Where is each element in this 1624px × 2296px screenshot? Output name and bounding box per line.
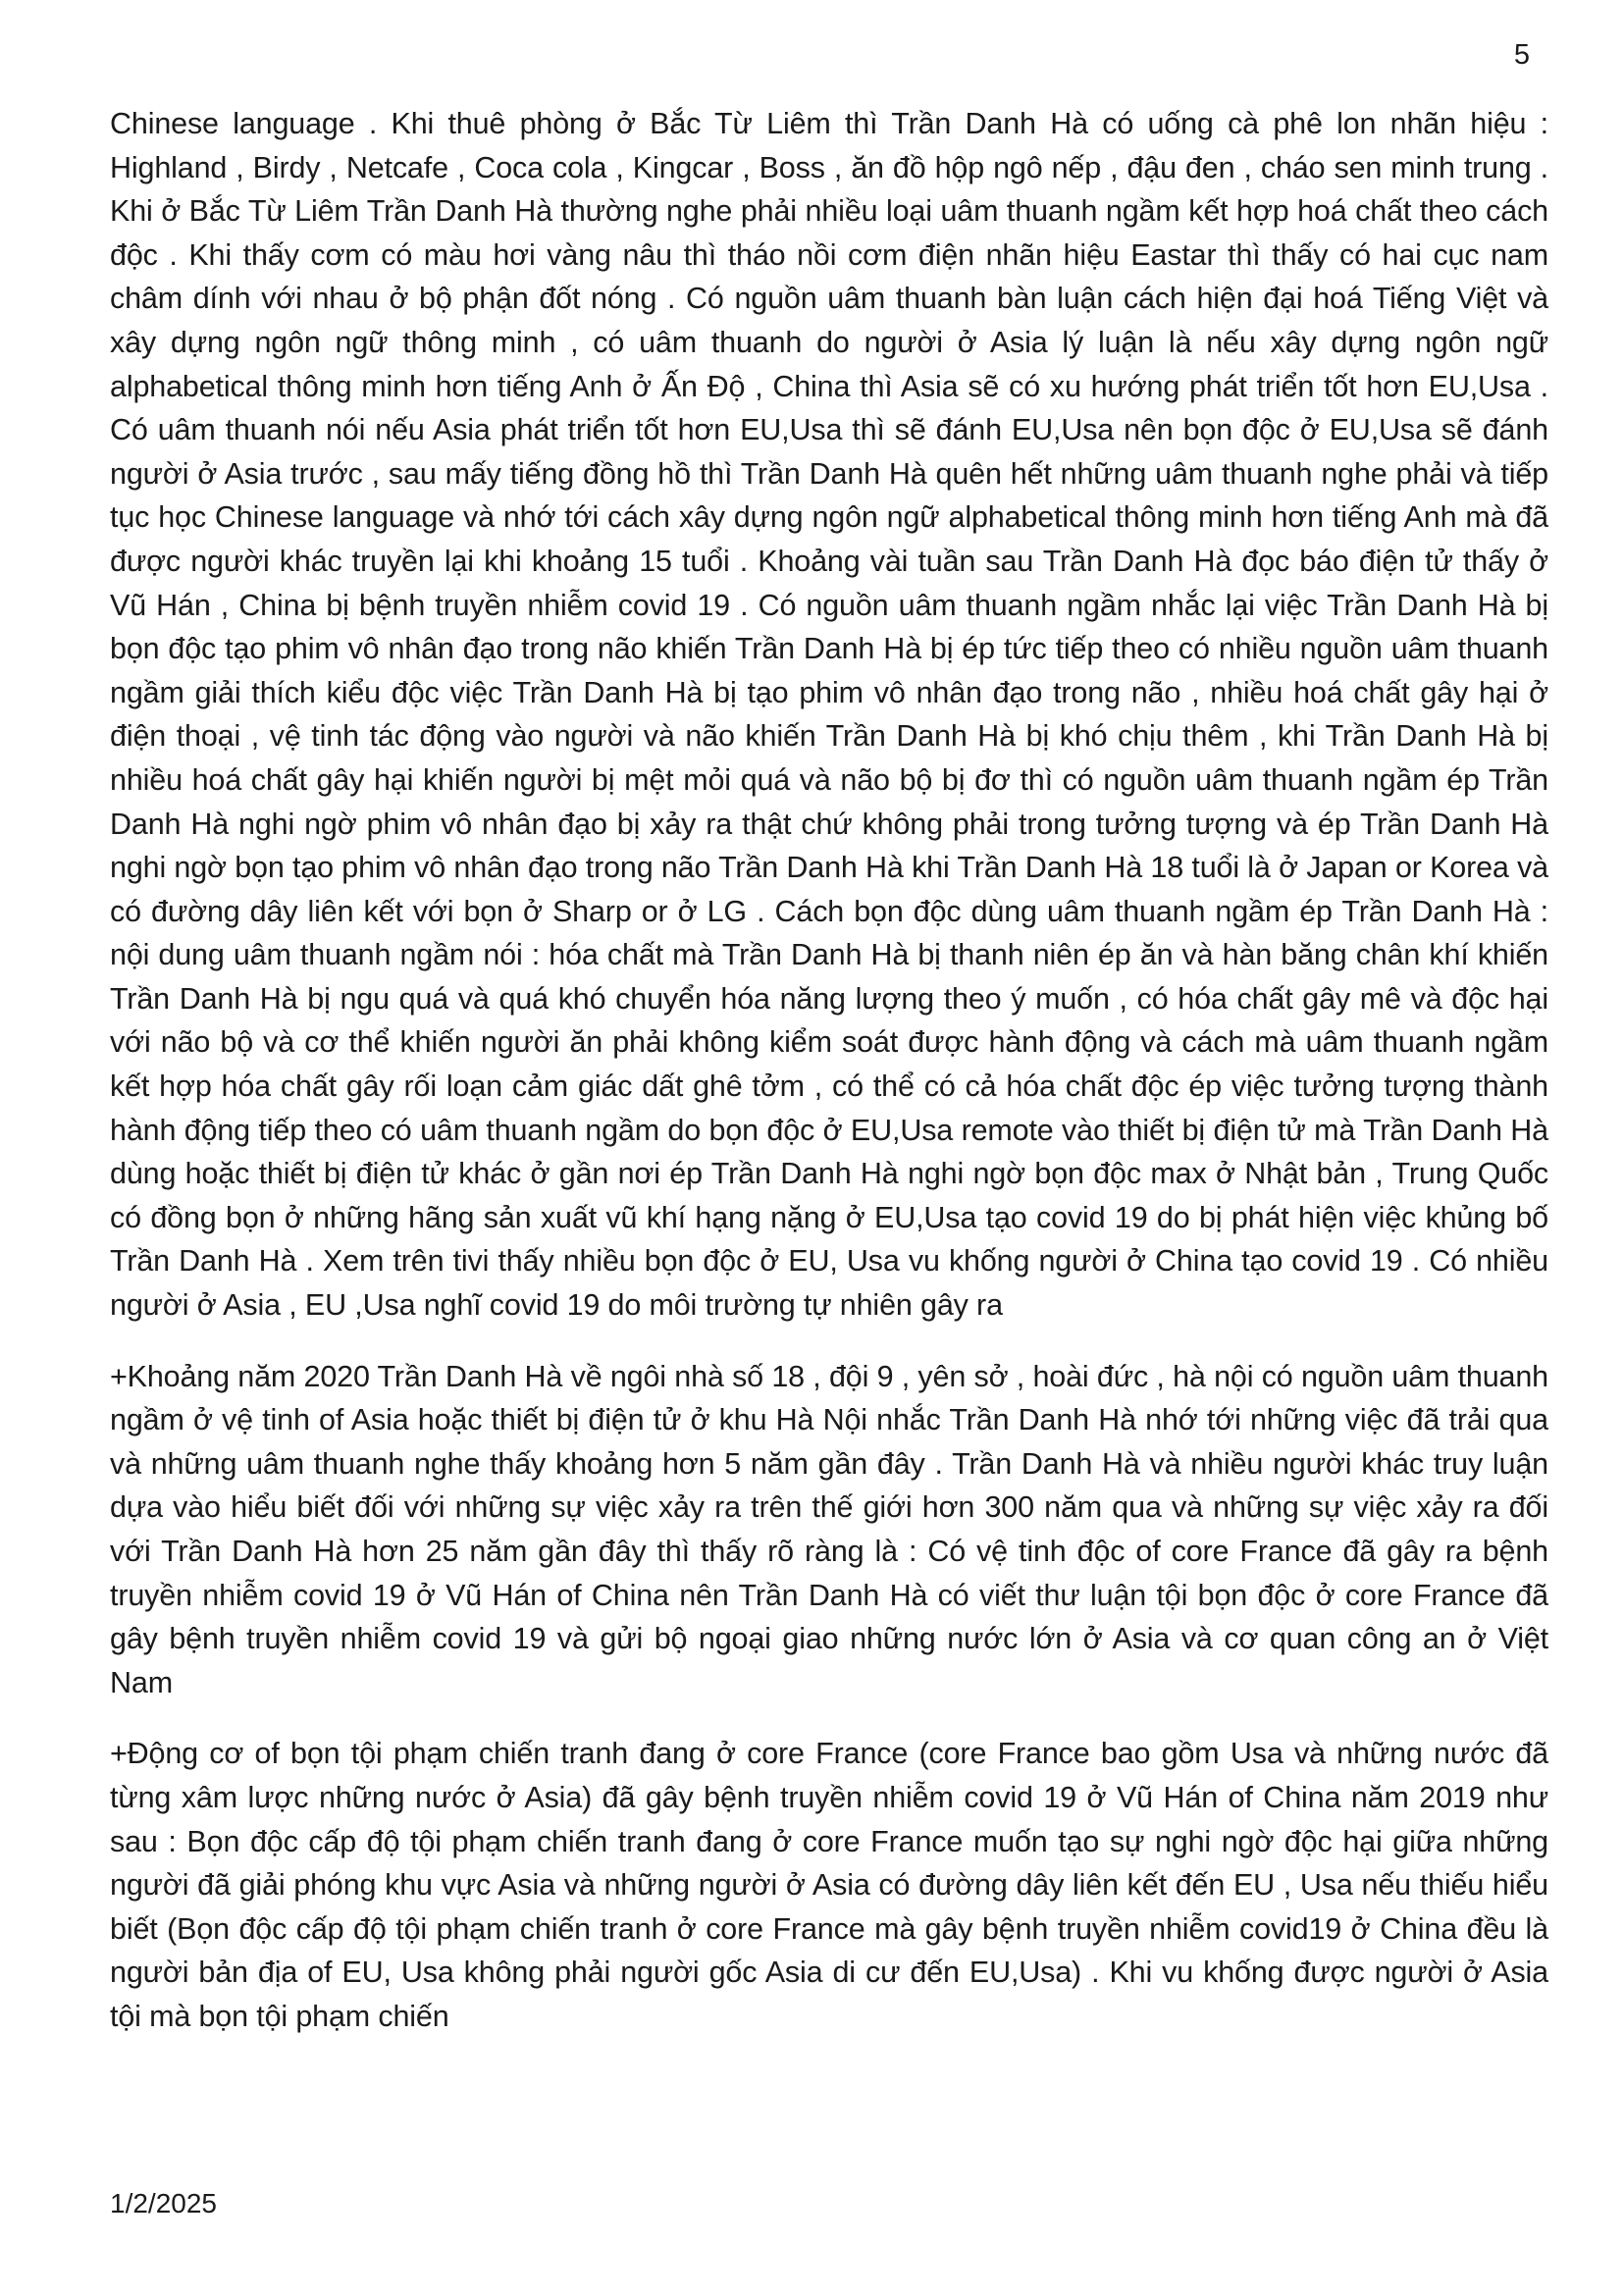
body-paragraph-2: +Khoảng năm 2020 Trần Danh Hà về ngôi nhà số 18 , đội 9 , yên sở , hoài đức , hà nội có nguồn uâm thuanh ngầm ở vệ tinh of Asia hoặc thiết bị điện tử ở khu Hà Nội nhắc Trần Danh Hà nhớ tới những việc đã trải qua và những uâm thuanh nghe thấy khoảng hơn 5 năm gần đây . Trần Danh Hà và nhiều người khác truy luận dựa vào hiểu biết đối với những sự việc xảy ra trên thế giới hơn 300 năm qua và những sự việc xảy ra đối với Trần Danh Hà hơn 25 năm gần đây thì thấy rõ ràng là : Có vệ tinh độc of core France đã gây ra bệnh truyền nhiễm covid 19 ở Vũ Hán of China nên Trần Danh Hà có viết thư luận tội bọn độc ở core France đã gây bệnh truyền nhiễm covid 19 và gửi bộ ngoại giao những nước lớn ở Asia và cơ quan công an ở Việt Nam [110, 1359, 1548, 1699]
body-paragraph-3: +Động cơ of bọn tội phạm chiến tranh đang ở core France (core France bao gồm Usa và những nước đã từng xâm lược những nước ở Asia) đã gây bệnh truyền nhiễm covid 19 ở Vũ Hán of China năm 2019 như sau : Bọn độc cấp độ tội phạm chiến tranh đang ở core France muốn tạo sự nghi ngờ độc hại giữa những người đã giải phóng khu vực Asia và những người ở Asia có đường dây liên kết đến EU , Usa nếu thiếu hiểu biết (Bọn độc cấp độ tội phạm chiến tranh ở core France mà gây bệnh truyền nhiễm covid19 ở China đều là người bản địa of EU, Usa không phải người gốc Asia di cư đến EU,Usa) . Khi vu khống được người ở Asia tội mà bọn tội phạm chiến [110, 1737, 1548, 2033]
footer-date: 1/2/2025 [110, 2188, 217, 2218]
page-number: 5 [1513, 39, 1530, 71]
body-paragraph-1: Chinese language . Khi thuê phòng ở Bắc Từ Liêm thì Trần Danh Hà có uống cà phê lon nhãn hiệu : Highland , Birdy , Netcafe , Coca cola , Kingcar , Boss , ăn đồ hộp ngô nếp , đậu đen , cháo sen minh trung . Khi ở Bắc Từ Liêm Trần Danh Hà thường nghe phải nhiều loại uâm thuanh ngầm kết hợp hoá chất theo cách độc . Khi thấy cơm có màu hơi vàng nâu thì tháo nồi cơm điện nhãn hiệu Eastar thì thấy có hai cục nam châm dính với nhau ở bộ phận đốt nóng . Có nguồn uâm thuanh bàn luận cách hiện đại hoá Tiếng Việt và xây dựng ngôn ngữ thông minh , có uâm thuanh do người ở Asia lý luận là nếu xây dựng ngôn ngữ alphabetical thông minh hơn tiếng Anh ở Ấn Độ , China thì Asia sẽ có xu hướng phát triển tốt hơn EU,Usa . Có uâm thuanh nói nếu Asia phát triển tốt hơn EU,Usa thì sẽ đánh EU,Usa nên bọn độc ở EU,Usa sẽ đánh người ở Asia trước , sau mấy tiếng đồng hồ thì Trần Danh Hà quên hết những uâm thuanh nghe phải và tiếp tục học Chinese language và nhớ tới cách xây dựng ngôn ngữ alphabetical thông minh hơn tiếng Anh mà đã được người khác truyền lại khi khoảng 15 tuổi . Khoảng vài tuần sau Trần Danh Hà đọc báo điện tử thấy ở Vũ Hán , China bị bệnh truyền nhiễm covid 19 . Có nguồn uâm thuanh ngầm nhắc lại việc Trần Danh Hà bị bọn độc tạo phim vô nhân đạo trong não khiến Trần Danh Hà bị ép tức tiếp theo có nhiều nguồn uâm thuanh ngầm giải thích kiểu độc việc Trần Danh Hà bị tạo phim vô nhân đạo trong não , nhiều hoá chất gây hại ở điện thoại , vệ tinh tác động vào người và não khiến Trần Danh Hà bị khó chịu thêm , khi Trần Danh Hà bị nhiều hoá chất gây hại khiến người bị mệt mỏi quá và não bộ bị đơ thì có nguồn uâm thuanh ngầm ép Trần Danh Hà nghi ngờ phim vô nhân đạo bị xảy ra thật chứ không phải trong tưởng tượng và ép Trần Danh Hà nghi ngờ bọn tạo phim vô nhân đạo trong não Trần Danh Hà khi Trần Danh Hà 18 tuổi là ở Japan or Korea và có đường dây liên kết với bọn ở Sharp or ở LG . Cách bọn độc dùng uâm thuanh ngầm ép Trần Danh Hà : nội dung uâm thuanh ngầm nói : hóa chất mà Trần Danh Hà bị thanh niên ép ăn và hàn băng chân khí khiến Trần Danh Hà bị ngu quá và quá khó chuyển hóa năng lượng theo ý muốn , có hóa chất gây mê và độc hại với não bộ và cơ thể khiến người ăn phải không kiểm soát được hành động và cách mà uâm thuanh ngầm kết hợp hóa chất gây rối loạn cảm giác dất ghê tởm , có thể có cả hóa chất độc ép việc tưởng tượng thành hành động tiếp theo có uâm thuanh ngầm do bọn độc ở EU,Usa remote vào thiết bị điện tử mà Trần Danh Hà dùng hoặc thiết bị điện tử khác ở gần nơi ép Trần Danh Hà nghi ngờ bọn độc max ở Nhật bản , Trung Quốc có đồng bọn ở những hãng sản xuất vũ khí hạng nặng ở EU,Usa tạo covid 19 do bị phát hiện việc khủng bố Trần Danh Hà . Xem trên tivi thấy nhiều bọn độc ở EU, Usa vu khống người ở China tạo covid 19 . Có nhiều người ở Asia , EU ,Usa nghĩ covid 19 do môi trường tự nhiên gây ra [110, 107, 1548, 1323]
document-body [110, 102, 1548, 2039]
